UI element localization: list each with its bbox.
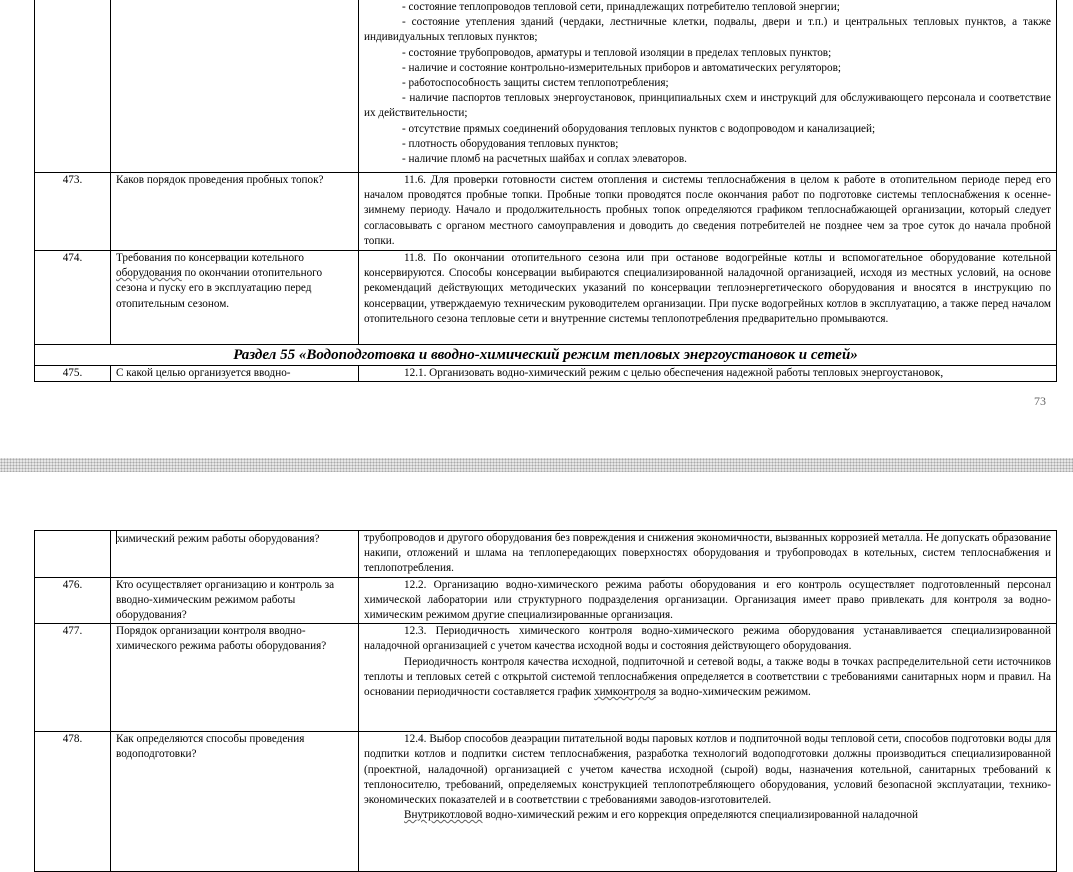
answer-cell (359, 577, 1057, 624)
answer-text: 12.3. Периодичность химического контроля водно-химического режима оборудования устанавливается специализированной наладочной организацией с учетом качества исходной воды и состояния действующего оборудования. (364, 625, 1051, 653)
answer-cell (359, 624, 1057, 732)
qa-table-page-74 (34, 530, 1057, 872)
bullet-item: - отсутствие прямых соединений оборудования тепловых пунктов с водопроводом и канализацией; (402, 122, 876, 135)
spellcheck-word: оборудования (116, 267, 182, 280)
table-row-477 (35, 624, 1057, 732)
table-row-473 (35, 173, 1057, 251)
answer-text-part: Периодичность контроля качества исходной, подпиточной и сетевой воды, а также воды в точках распределительной сети источников теплоты и тепловых сетей с открытой системой теплоснабжения определяется в соответствии с требованиями санитарных норм и правил. На основании периодичности составляется график (364, 655, 1051, 699)
table-row-475 (35, 366, 1057, 382)
answer-text: 11.6. Для проверки готовности систем отопления и системы теплоснабжения в целом к работе в отопительном периоде перед его началом проводятся пробные топки. Пробные топки проводятся после окончания работ по подготовке системы теплоснабжения к осенне-зимнему периоду. Начало и продолжительность пробных топок определяются графиком теплоснабжающей организации, который следует согласовывать с органом местного самоуправления и доводить до сведения потребителей не позднее чем за трое суток до начала пробной топки. (364, 174, 1051, 247)
answer-text: 11.8. По окончании отопительного сезона или при останове водогрейные котлы и вспомогательное оборудование котельной консервируются. Способы консервации выбираются специализированной наладочной организацией, исходя из местных условий, на основе рекомендаций действующих методических указаний по консервации теплоэнергетического оборудования и вносятся в инструкцию по консервации, утверждаемую техническим руководителем организации. При пуске водогрейных котлов в эксплуатацию, а также перед началом отопительного сезона тепловые сети и внутренние системы теплопотребления предварительно промываются. (364, 252, 1051, 325)
answer-text: 12.2. Организацию водно-химического режима работы оборудования и его контроль осуществляет подготовленный персонал химической лаборатории или структурного подразделения организации. Организация имеет право привлекать для контроля за водно-химическим режимом другие специализированные организация. (364, 578, 1051, 622)
question-cell (111, 251, 359, 345)
bullet-item: - состояние утепления зданий (чердаки, лестничные клетки, подвалы, двери и т.п.) и центральных тепловых пунктов, а также индивидуальных тепловых пунктов; (364, 16, 1051, 44)
table-row-476 (35, 577, 1057, 624)
question-cell (111, 0, 359, 173)
row-number: 475. (35, 366, 111, 382)
answer-text (364, 655, 1051, 701)
section-row (35, 345, 1057, 366)
table-row-478 (35, 732, 1057, 872)
row-number: 477. (35, 624, 111, 732)
bullet-item: - состояние трубопроводов, арматуры и тепловой изоляции в пределах тепловых пунктов; (402, 46, 832, 59)
answer-cell (359, 366, 1057, 382)
row-number: 473. (35, 173, 111, 251)
bullet-item: - плотность оборудования тепловых пунктов; (402, 137, 619, 150)
document-page-74 (0, 472, 1073, 845)
question-text: по окончании отопительного сезона и пуску его в эксплуатацию перед отопительным сезоном. (116, 267, 323, 310)
answer-text-part: за водно-химическим режимом. (655, 686, 811, 699)
qa-table-page-73 (34, 0, 1057, 382)
row-number: 476. (35, 577, 111, 624)
number-cell (35, 0, 111, 173)
number-cell (35, 531, 111, 578)
question-cell (111, 531, 359, 578)
page-gap (0, 458, 1073, 472)
answer-cell (359, 732, 1057, 872)
spellcheck-word: химконтроля (594, 686, 656, 699)
question-cell: С какой целью организуется вводно- (111, 366, 359, 382)
table-row-474 (35, 251, 1057, 345)
bullet-item: - наличие пломб на расчетных шайбах и соплах элеваторов. (402, 153, 687, 166)
bullet-item: - наличие и состояние контрольно-измерительных приборов и автоматических регуляторов; (402, 61, 842, 74)
section-title: Раздел 55 «Водоподготовка и вводно-химический режим тепловых энергоустановок и сетей» (35, 345, 1057, 366)
answer-cell: трубопроводов и другого оборудования без повреждения и снижения экономичности, вызванных коррозией металла. Не допускать образование накипи, отложений и шлама на теплопередающих поверхностях оборудования и трубопроводах в котельных, систем теплоснабжения и теплопотребления. (359, 531, 1057, 578)
answer-cell (359, 173, 1057, 251)
answer-cell (359, 251, 1057, 345)
bullet-item: - состояние теплопроводов тепловой сети, принадлежащих потребителю тепловой энергии; (402, 1, 840, 13)
table-row-continuation (35, 0, 1057, 173)
question-cell: Порядок организации контроля вводно-химического режима работы оборудования? (111, 624, 359, 732)
answer-cell (359, 0, 1057, 173)
spellcheck-word: Внутрикотловой (404, 809, 483, 822)
answer-text (364, 808, 1051, 823)
answer-text-part: водно-химический режим и его коррекция определяются специализированной наладочной (482, 809, 918, 822)
page-number: 73 (1034, 394, 1046, 408)
bullet-item: - наличие паспортов тепловых энергоустановок, принципиальных схем и инструкций для обслуживающего персонала и соответствие их действительности; (364, 92, 1051, 120)
bullet-item: - работоспособность защиты систем теплопотребления; (402, 77, 669, 90)
answer-text: 12.1. Организовать водно-химический режим с целью обеспечения надежной работы тепловых энергоустановок, (404, 367, 944, 379)
answer-text: 12.4. Выбор способов деаэрации питательной воды паровых котлов и подпиточной воды тепловой сети, способов подготовки воды для подпитки котлов и подпитки систем теплоснабжения, разработка технологий водоподготовки должны производиться специализированной (проектной, наладочной) организацией с учетом качества исходной (сырой) воды, назначения котельной, санитарных требований к теплоносителю, требований, определяемых конструкцией теплопотребляющего оборудования, условий безопасной эксплуатации, технико-экономических показателей и в соответствии с требованиями заводов-изготовителей. (364, 733, 1051, 807)
row-number: 474. (35, 251, 111, 345)
question-text: химический режим работы оборудования? (117, 533, 320, 545)
table-row-continuation (35, 531, 1057, 578)
question-cell: Кто осуществляет организацию и контроль за вводно-химическим режимом работы оборудования? (111, 577, 359, 624)
question-cell: Как определяются способы проведения водоподготовки? (111, 732, 359, 872)
question-text: Требования по консервации котельного (116, 252, 304, 264)
question-cell: Каков порядок проведения пробных топок? (111, 173, 359, 251)
row-number: 478. (35, 732, 111, 872)
